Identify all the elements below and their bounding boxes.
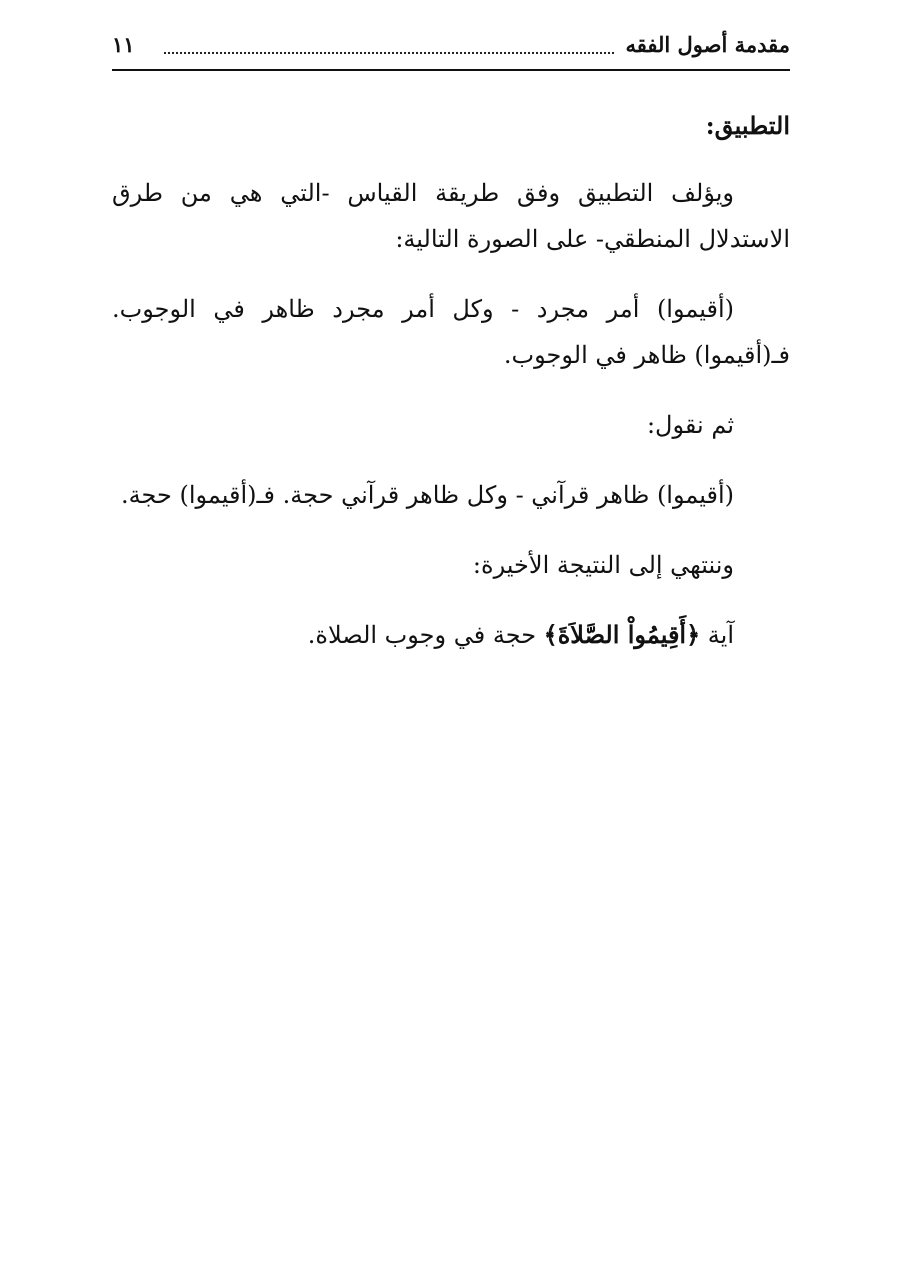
quran-verse: ﴿أَقِيمُواْ الصَّلاَةَ﴾ bbox=[543, 620, 701, 649]
paragraph-syllogism-2: (أقيموا) ظاهر قرآني - وكل ظاهر قرآني حجة. فـ(أقيموا) حجة. bbox=[121, 481, 734, 509]
paragraph-final-result-intro: وننتهي إلى النتيجة الأخيرة: bbox=[472, 551, 734, 579]
running-header bbox=[112, 30, 790, 68]
page-number: ١١ bbox=[112, 32, 135, 57]
header-title: مقدمة أصول الفقه bbox=[625, 32, 790, 57]
conclusion-prefix: آية bbox=[700, 621, 734, 649]
section-heading: التطبيق: bbox=[705, 111, 790, 140]
page-content bbox=[112, 106, 790, 682]
paragraph-conclusion bbox=[112, 612, 790, 658]
conclusion-suffix: حجة في وجوب الصلاة. bbox=[307, 621, 544, 649]
paragraph-syllogism-1: (أقيموا) أمر مجرد - وكل أمر مجرد ظاهر في الوجوب. فـ(أقيموا) ظاهر في الوجوب. bbox=[112, 295, 790, 369]
header-dot-leader bbox=[164, 52, 614, 54]
header-rule bbox=[112, 69, 790, 71]
paragraph-intro: ويؤلف التطبيق وفق طريقة القياس -التي هي من طرق الاستدلال المنطقي- على الصورة التالية: bbox=[112, 179, 790, 253]
paragraph-then-we-say: ثم نقول: bbox=[646, 411, 734, 439]
